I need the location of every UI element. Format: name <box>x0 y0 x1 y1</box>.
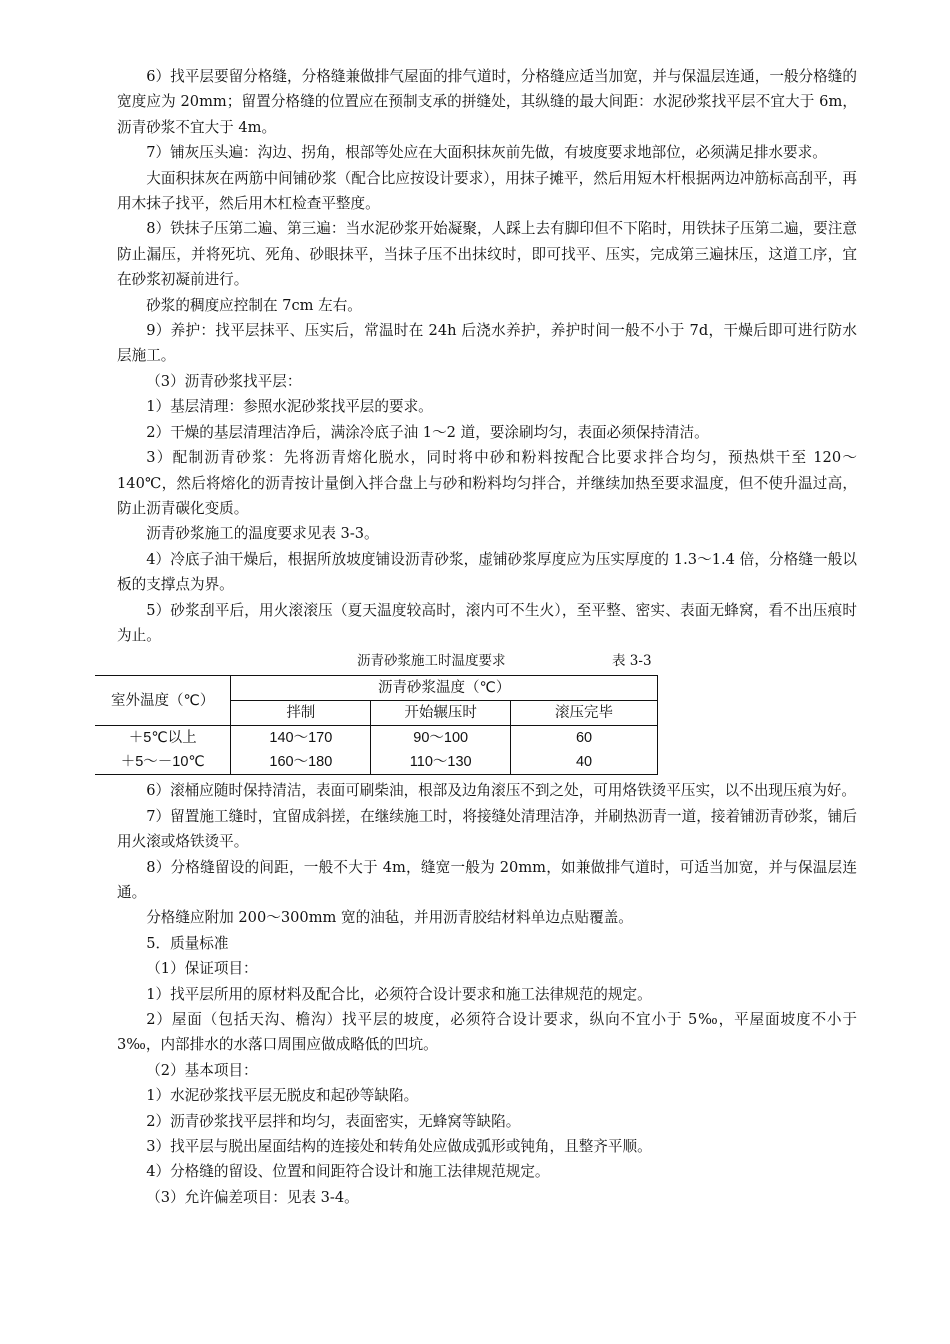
paragraph: 1）水泥砂浆找平层无脱皮和起砂等缺陷。 <box>146 1087 419 1105</box>
paragraph: 3）找平层与脱出屋面结构的连接处和转角处应做成弧形或钝角，且整齐平顺。 <box>146 1138 652 1156</box>
paragraph: 2）屋面（包括天沟、檐沟）找平层的坡度，必须符合设计要求，纵向不宜小于 5‰，平屋面坡度不小于 3‰，内部排水的水落口周围应做成略低的凹坑。 <box>117 1011 857 1054</box>
paragraph: 1）找平层所用的原材料及配合比，必须符合设计要求和施工法律规范的规定。 <box>146 985 652 1003</box>
document-body <box>111 64 857 1210</box>
paragraph: 2）干燥的基层清理洁净后，满涂冷底子油 1～2 道，要涂刷均匀，表面必须保持清洁。 <box>146 423 709 441</box>
table-cell: 90～100 <box>371 726 511 751</box>
table-number: 表 3-3 <box>612 653 652 670</box>
paragraph: 8）分格缝留设的间距，一般不大于 4m，缝宽一般为 20mm，如兼做排气道时，可适当加宽，并与保温层连通。 <box>117 858 857 901</box>
paragraph: 7）留置施工缝时，宜留成斜搓，在继续施工时，将接缝处清理洁净，并刷热沥青一道，接着铺沥青砂浆，铺后用火滚或烙铁烫平。 <box>117 807 857 851</box>
table-row <box>95 750 658 775</box>
table-cell: 60 <box>511 726 658 751</box>
table-cell: 140～170 <box>231 726 371 751</box>
table-subheader: 开始辗压时 <box>371 701 511 726</box>
paragraph: 5）砂浆刮平后，用火滚滚压（夏天温度较高时，滚内可不生火），至平整、密实、表面无蜂窝，看不出压痕时为止。 <box>117 601 857 644</box>
table-header-outdoor-temp: 室外温度（℃） <box>95 676 231 726</box>
table-cell: 110～130 <box>371 750 511 775</box>
table-subheader: 拌制 <box>231 701 371 726</box>
paragraph: 砂浆的稠度应控制在 7cm 左右。 <box>146 296 362 314</box>
paragraph: 6）找平层要留分格缝，分格缝兼做排气屋面的排气道时，分格缝应适当加宽，并与保温层连通，一般分格缝的宽度应为 20mm；留置分格缝的位置应在预制支承的拼缝处，其纵缝的最大间距：水泥砂浆找平层不宜大于 6m，沥青砂浆不宜大于 4m。 <box>117 68 857 136</box>
paragraph: 沥青砂浆施工的温度要求见表 3-3。 <box>146 525 379 543</box>
section-heading: （3）允许偏差项目：见表 3-4。 <box>146 1188 359 1206</box>
table-cell: ＋5℃以上 <box>95 726 231 751</box>
paragraph: 4）冷底子油干燥后，根据所放坡度铺设沥青砂浆，虚铺砂浆厚度应为压实厚度的 1.3～1.4 倍，分格缝一般以板的支撑点为界。 <box>117 550 857 594</box>
section-heading: （1）保证项目： <box>146 960 258 978</box>
table-title: 沥青砂浆施工时温度要求 <box>357 653 506 670</box>
paragraph: 7）铺灰压头遍：沟边、拐角，根部等处应在大面积抹灰前先做，有坡度要求地部位，必须满足排水要求。 <box>146 144 827 162</box>
table-row <box>95 726 658 751</box>
table-cell: 40 <box>511 750 658 775</box>
section-heading: （3）沥青砂浆找平层： <box>146 372 302 390</box>
table-cell: 160～180 <box>231 750 371 775</box>
paragraph: 8）铁抹子压第二遍、第三遍：当水泥砂浆开始凝聚，人踩上去有脚印但不下陷时，用铁抹子压第二遍，要注意防止漏压，并将死坑、死角、砂眼抹平，当抹子压不出抹纹时，即可找平、压实，完成第三遍抹压，这道工序，宜在砂浆初凝前进行。 <box>117 220 857 289</box>
paragraph: 分格缝应附加 200～300mm 宽的油毡，并用沥青胶结材料单边点贴覆盖。 <box>146 909 633 927</box>
paragraph: 9）养护：找平层抹平、压实后，常温时在 24h 后浇水养护，养护时间一般不小于 7d，干燥后即可进行防水层施工。 <box>117 322 857 365</box>
section-heading: 5．质量标准 <box>146 934 229 952</box>
temperature-table <box>95 675 658 775</box>
table-caption <box>117 648 857 674</box>
paragraph: 1）基层清理：参照水泥砂浆找平层的要求。 <box>146 398 433 416</box>
paragraph: 大面积抹灰在两筋中间铺砂浆（配合比应按设计要求），用抹子摊平，然后用短木杆根据两边冲筋标高刮平，再用木抹子找平，然后用木杠检查平整度。 <box>117 169 857 213</box>
paragraph: 4）分格缝的留设、位置和间距符合设计和施工法律规范规定。 <box>146 1163 550 1181</box>
paragraph: 6）滚桶应随时保持清洁，表面可刷柴油，根部及边角滚压不到之处，可用烙铁烫平压实，以不出现压痕为好。 <box>146 782 856 800</box>
table-cell: ＋5～－10℃ <box>95 750 231 775</box>
paragraph: 3）配制沥青砂浆：先将沥青熔化脱水，同时将中砂和粉料按配合比要求拌合均匀，预热烘干至 120～140℃，然后将熔化的沥青按计量倒入拌合盘上与砂和粉料均匀拌合，并继续加热至要求温度，但不使升温过高，防止沥青碳化变质。 <box>117 449 857 517</box>
table-subheader: 滚压完毕 <box>511 701 658 726</box>
section-heading: （2）基本项目： <box>146 1061 258 1079</box>
paragraph: 2）沥青砂浆找平层拌和均匀，表面密实，无蜂窝等缺陷。 <box>146 1112 521 1130</box>
table-header-mortar-temp: 沥青砂浆温度（℃） <box>231 676 658 701</box>
